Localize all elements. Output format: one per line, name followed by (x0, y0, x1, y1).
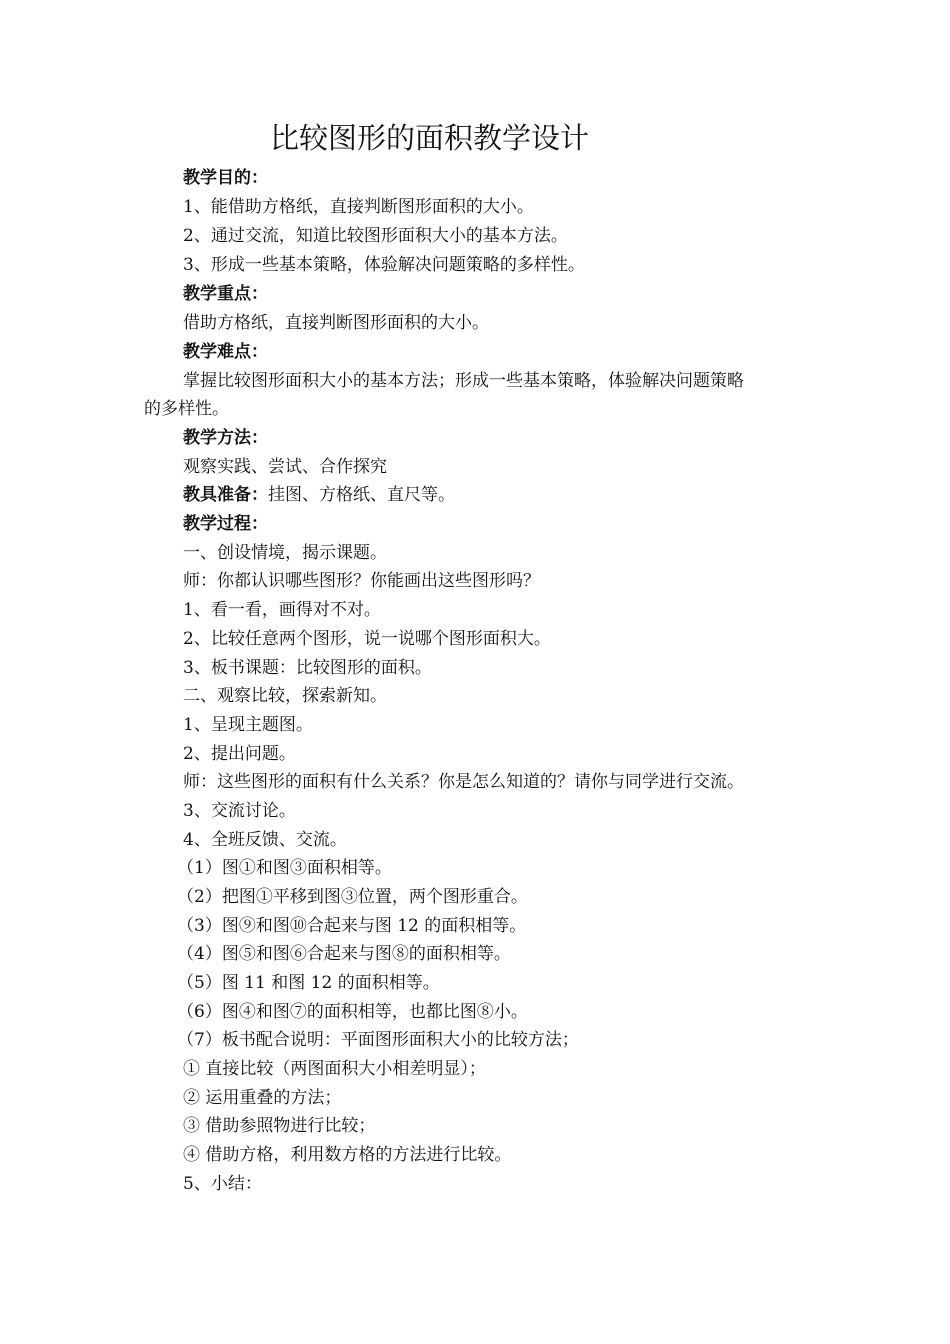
materials-text: 挂图、方格纸、直尺等。 (268, 485, 455, 505)
process-text: 3、板书课题：比较图形的面积。 (183, 658, 432, 678)
method-item: ④ 借助方格，利用数方格的方法进行比较。 (183, 1145, 512, 1165)
feedback-item: （3）图⑨和图⑩合起来与图 12 的面积相等。 (177, 916, 527, 936)
process-section-1: 一、创设情境，揭示课题。 (183, 543, 387, 563)
heading-process: 教学过程： (183, 514, 268, 534)
process-text: 4、全班反馈、交流。 (183, 830, 347, 850)
objective-3: 3、形成一些基本策略，体验解决问题策略的多样性。 (183, 255, 585, 275)
process-text: 1、看一看，画得对不对。 (183, 600, 381, 620)
materials-line (183, 483, 455, 507)
feedback-item: （6）图④和图⑦的面积相等，也都比图⑧小。 (177, 1002, 528, 1022)
heading-key-points: 教学重点： (183, 284, 268, 304)
process-section-2: 二、观察比较，探索新知。 (183, 686, 387, 706)
process-text: 2、比较任意两个图形，说一说哪个图形面积大。 (183, 629, 551, 649)
process-text: 师：你都认识哪些图形？你能画出这些图形吗？ (183, 571, 540, 591)
method-item: ② 运用重叠的方法； (183, 1088, 342, 1108)
feedback-item: （5）图 11 和图 12 的面积相等。 (177, 973, 440, 993)
objective-2: 2、通过交流，知道比较图形面积大小的基本方法。 (183, 226, 568, 246)
process-text: 2、提出问题。 (183, 744, 296, 764)
difficulty-text-line-2: 的多样性。 (144, 399, 229, 419)
method-item: ① 直接比较（两图面积大小相差明显）； (183, 1059, 486, 1079)
heading-methods: 教学方法： (183, 428, 268, 448)
process-text: 师：这些图形的面积有什么关系？你是怎么知道的？请你与同学进行交流。 (183, 772, 744, 792)
process-text: 3、交流讨论。 (183, 801, 296, 821)
feedback-item: （7）板书配合说明：平面图形面积大小的比较方法； (177, 1030, 579, 1050)
heading-objectives: 教学目的： (183, 168, 268, 188)
heading-difficulties: 教学难点： (183, 342, 268, 362)
document-title: 比较图形的面积教学设计 (270, 121, 590, 155)
methods-text: 观察实践、尝试、合作探究 (183, 457, 387, 477)
heading-materials: 教具准备： (183, 485, 268, 505)
feedback-item: （1）图①和图③面积相等。 (177, 858, 392, 878)
key-point-text: 借助方格纸，直接判断图形面积的大小。 (183, 313, 489, 333)
process-text: 1、呈现主题图。 (183, 715, 313, 735)
feedback-item: （4）图⑤和图⑥合起来与图⑧的面积相等。 (177, 944, 511, 964)
method-item: ③ 借助参照物进行比较； (183, 1116, 376, 1136)
feedback-item: （2）把图①平移到图③位置，两个图形重合。 (177, 887, 528, 907)
difficulty-text-line-1: 掌握比较图形面积大小的基本方法；形成一些基本策略，体验解决问题策略 (183, 371, 744, 391)
summary-heading: 5、小结： (183, 1174, 262, 1194)
objective-1: 1、能借助方格纸，直接判断图形面积的大小。 (183, 197, 534, 217)
